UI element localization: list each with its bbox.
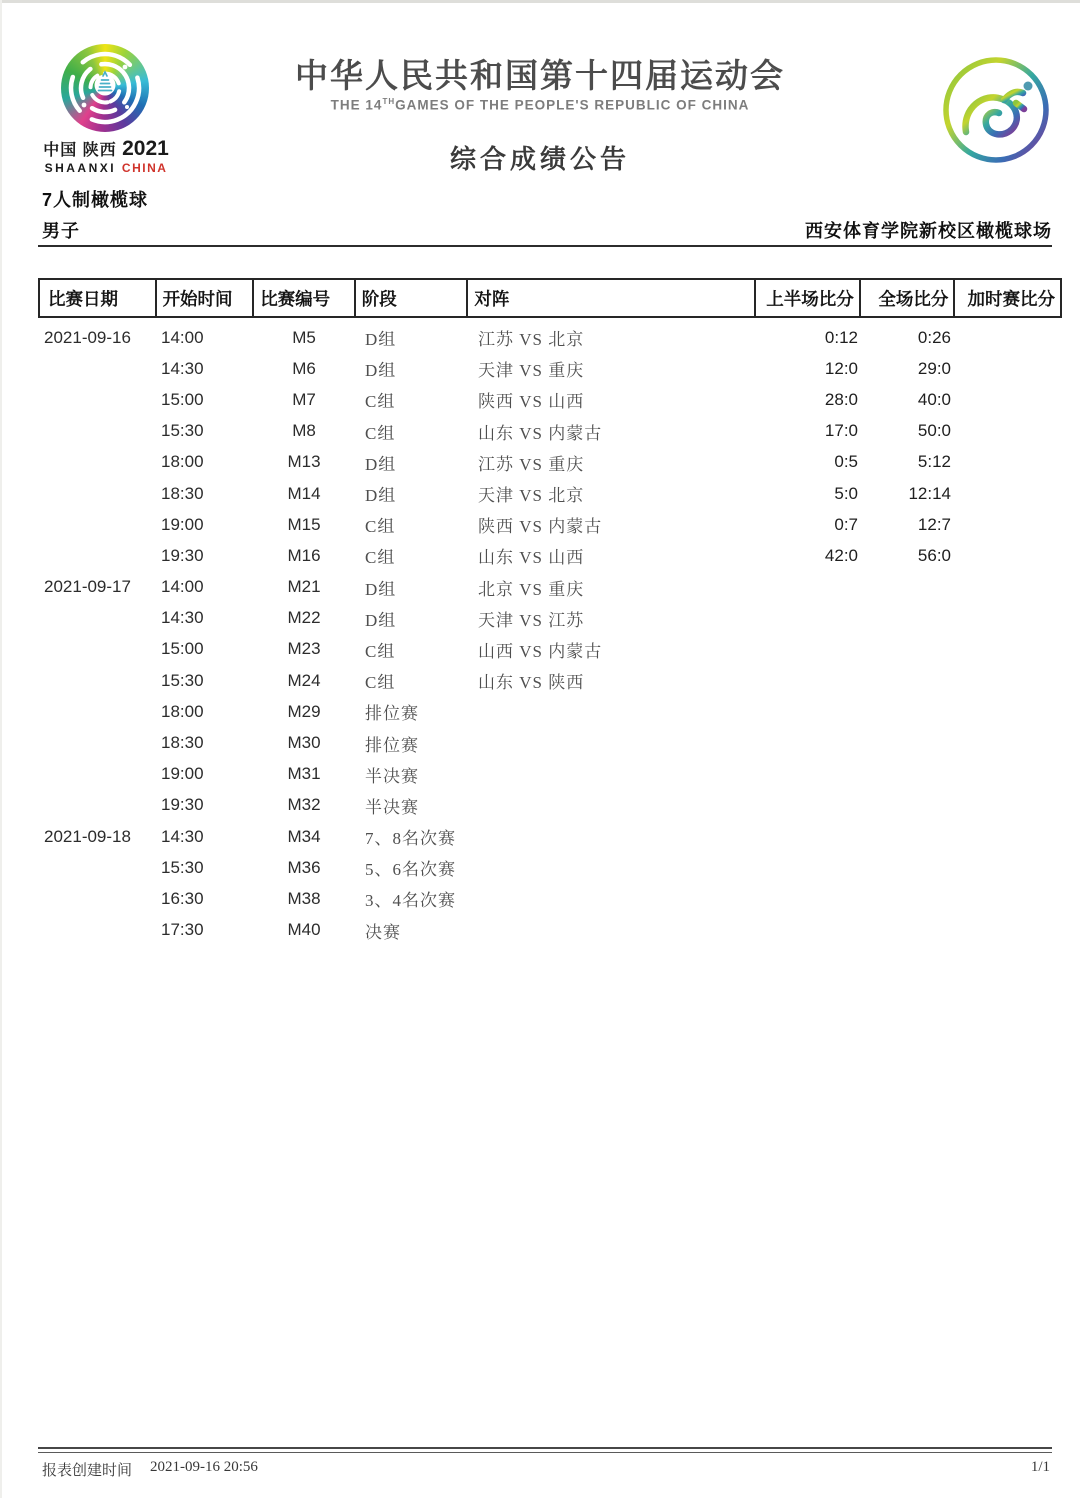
cell-start-time: 19:30 xyxy=(161,545,204,565)
table-header-row xyxy=(38,278,1062,318)
rugby-pictogram-logo xyxy=(936,50,1056,170)
cell-match-number: M24 xyxy=(287,670,321,690)
cell-stage: 决赛 xyxy=(365,922,401,942)
cell-start-time: 18:00 xyxy=(161,701,204,721)
games-title-en xyxy=(0,97,1080,113)
cell-stage: 半决赛 xyxy=(365,797,419,817)
cell-start-time: 19:00 xyxy=(161,764,204,784)
gender-venue-line xyxy=(42,217,1052,243)
cell-match-number: M6 xyxy=(292,358,316,378)
cell-start-time: 15:30 xyxy=(161,670,204,690)
table-row xyxy=(38,634,1062,665)
cell-start-time: 14:30 xyxy=(161,826,204,846)
bulletin-title: 综合成绩公告 xyxy=(449,144,630,174)
table-row xyxy=(38,665,1062,696)
table-row xyxy=(38,384,1062,415)
col-date: 比赛日期 xyxy=(40,280,157,316)
table-row xyxy=(38,852,1062,883)
cell-start-time: 16:30 xyxy=(161,888,204,908)
cell-match-number: M36 xyxy=(287,857,321,877)
cell-match-number: M31 xyxy=(287,764,321,784)
cell-matchup: 陕西 VS 山西 xyxy=(478,392,585,412)
table-row xyxy=(38,790,1062,821)
cell-start-time: 18:00 xyxy=(161,452,204,472)
table-row xyxy=(38,883,1062,914)
cell-match-number: M16 xyxy=(287,545,321,565)
cell-start-time: 18:30 xyxy=(161,483,204,503)
header-divider-rule xyxy=(38,245,1052,247)
cell-matchup: 山东 VS 陕西 xyxy=(478,673,585,693)
cell-matchup: 山东 VS 内蒙古 xyxy=(478,423,603,443)
cell-half-score: 0:5 xyxy=(834,452,858,472)
cell-match-number: M14 xyxy=(287,483,321,503)
emblem-caption-year: 2021 xyxy=(122,137,169,160)
cell-start-time: 14:30 xyxy=(161,358,204,378)
games-title-cn: 中华人民共和国第十四届运动会 xyxy=(295,57,785,94)
cell-matchup: 山西 VS 内蒙古 xyxy=(478,641,603,661)
cell-full-score: 29:0 xyxy=(917,358,951,378)
table-row xyxy=(38,696,1062,727)
cell-matchup: 江苏 VS 重庆 xyxy=(478,454,585,474)
cell-stage: D组 xyxy=(365,610,397,630)
cell-date: 2021-09-17 xyxy=(44,577,131,597)
cell-half-score: 0:12 xyxy=(824,327,858,347)
cell-half-score: 5:0 xyxy=(834,483,858,503)
table-row xyxy=(38,603,1062,634)
emblem-caption-en-red: CHINA xyxy=(121,161,168,176)
col-match-number: 比赛编号 xyxy=(254,280,356,316)
table-row xyxy=(38,727,1062,758)
cell-stage: D组 xyxy=(365,330,397,350)
table-row xyxy=(38,759,1062,790)
cell-date: 2021-09-16 xyxy=(44,327,131,347)
table-row xyxy=(38,478,1062,509)
results-table xyxy=(38,278,1062,946)
cell-stage: C组 xyxy=(365,392,396,412)
cell-match-number: M23 xyxy=(287,639,321,659)
cell-matchup: 北京 VS 重庆 xyxy=(478,579,585,599)
cell-matchup: 江苏 VS 北京 xyxy=(478,330,585,350)
cell-match-number: M22 xyxy=(287,608,321,628)
sport-name: 7人制橄榄球 xyxy=(42,190,149,210)
col-full-score: 全场比分 xyxy=(861,280,956,316)
cell-half-score: 28:0 xyxy=(824,389,858,409)
cell-half-score: 42:0 xyxy=(824,545,858,565)
cell-half-score: 12:0 xyxy=(824,358,858,378)
cell-full-score: 0:26 xyxy=(917,327,951,347)
col-half-score: 上半场比分 xyxy=(756,280,861,316)
cell-match-number: M13 xyxy=(287,452,321,472)
cell-match-number: M8 xyxy=(292,421,316,441)
table-row xyxy=(38,821,1062,852)
cell-start-time: 15:00 xyxy=(161,639,204,659)
cell-start-time: 19:00 xyxy=(161,514,204,534)
table-row xyxy=(38,572,1062,603)
cell-start-time: 14:00 xyxy=(161,577,204,597)
cell-half-score: 0:7 xyxy=(834,514,858,534)
col-start-time: 开始时间 xyxy=(157,280,255,316)
cell-stage: D组 xyxy=(365,579,397,599)
cell-full-score: 5:12 xyxy=(917,452,951,472)
col-stage: 阶段 xyxy=(356,280,469,316)
cell-stage: 7、8名次赛 xyxy=(365,829,456,849)
games-title-en-sup: TH xyxy=(382,97,396,107)
cell-match-number: M21 xyxy=(287,577,321,597)
cell-match-number: M40 xyxy=(287,920,321,940)
cell-stage: 3、4名次赛 xyxy=(365,891,456,911)
cell-matchup: 山东 VS 山西 xyxy=(478,548,585,568)
cell-stage: D组 xyxy=(365,486,397,506)
scan-edge-artifact xyxy=(0,0,1080,3)
scan-edge-artifact-left xyxy=(0,0,2,1498)
cell-matchup: 陕西 VS 内蒙古 xyxy=(478,517,603,537)
cell-start-time: 15:00 xyxy=(161,389,204,409)
cell-start-time: 19:30 xyxy=(161,795,204,815)
gender-label: 男子 xyxy=(42,221,80,241)
cell-stage: 排位赛 xyxy=(365,704,419,724)
cell-start-time: 14:30 xyxy=(161,608,204,628)
cell-stage: C组 xyxy=(365,423,396,443)
cell-matchup: 天津 VS 北京 xyxy=(478,486,585,506)
games-title-en-prefix: THE 14 xyxy=(330,97,383,113)
cell-match-number: M34 xyxy=(287,826,321,846)
cell-full-score: 56:0 xyxy=(917,545,951,565)
cell-match-number: M15 xyxy=(287,514,321,534)
header-title-block xyxy=(0,58,1080,176)
emblem-caption-en: SHAANXI xyxy=(44,161,117,176)
page-number: 1/1 xyxy=(1030,1459,1050,1475)
cell-stage: 排位赛 xyxy=(365,735,419,755)
venue-label: 西安体育学院新校区橄榄球场 xyxy=(805,221,1052,241)
cell-matchup: 天津 VS 重庆 xyxy=(478,361,585,381)
cell-match-number: M32 xyxy=(287,795,321,815)
col-matchup: 对阵 xyxy=(468,280,756,316)
table-row xyxy=(38,416,1062,447)
cell-start-time: 14:00 xyxy=(161,327,204,347)
table-row xyxy=(38,353,1062,384)
report-created-time: 2021-09-16 20:56 xyxy=(150,1459,258,1475)
cell-stage: C组 xyxy=(365,641,396,661)
cell-stage: D组 xyxy=(365,361,397,381)
report-created-line xyxy=(42,1459,258,1480)
footer xyxy=(42,1459,1050,1480)
cell-start-time: 15:30 xyxy=(161,421,204,441)
cell-start-time: 15:30 xyxy=(161,857,204,877)
cell-start-time: 18:30 xyxy=(161,733,204,753)
table-row xyxy=(38,322,1062,353)
footer-divider-rule xyxy=(38,1447,1052,1453)
table-row xyxy=(38,509,1062,540)
cell-match-number: M5 xyxy=(292,327,316,347)
cell-stage: C组 xyxy=(365,673,396,693)
table-body xyxy=(38,322,1062,946)
cell-date: 2021-09-18 xyxy=(44,826,131,846)
cell-match-number: M7 xyxy=(292,389,316,409)
cell-start-time: 17:30 xyxy=(161,920,204,940)
cell-full-score: 12:14 xyxy=(908,483,951,503)
cell-matchup: 天津 VS 江苏 xyxy=(478,610,585,630)
cell-stage: D组 xyxy=(365,454,397,474)
cell-stage: 5、6名次赛 xyxy=(365,860,456,880)
cell-stage: 半决赛 xyxy=(365,766,419,786)
report-created-label: 报表创建时间 xyxy=(42,1463,133,1479)
table-row xyxy=(38,915,1062,946)
cell-full-score: 12:7 xyxy=(917,514,951,534)
cell-half-score: 17:0 xyxy=(824,421,858,441)
cell-match-number: M29 xyxy=(287,701,321,721)
table-row xyxy=(38,540,1062,571)
games-title-en-rest: GAMES OF THE PEOPLE'S REPUBLIC OF CHINA xyxy=(395,97,750,113)
cell-match-number: M30 xyxy=(287,733,321,753)
cell-stage: C组 xyxy=(365,517,396,537)
cell-stage: C组 xyxy=(365,548,396,568)
emblem-caption-cn: 中国 陕西 xyxy=(43,142,117,159)
table-row xyxy=(38,447,1062,478)
cell-full-score: 50:0 xyxy=(917,421,951,441)
cell-full-score: 40:0 xyxy=(917,389,951,409)
cell-match-number: M38 xyxy=(287,888,321,908)
col-overtime-score: 加时赛比分 xyxy=(967,288,1055,309)
